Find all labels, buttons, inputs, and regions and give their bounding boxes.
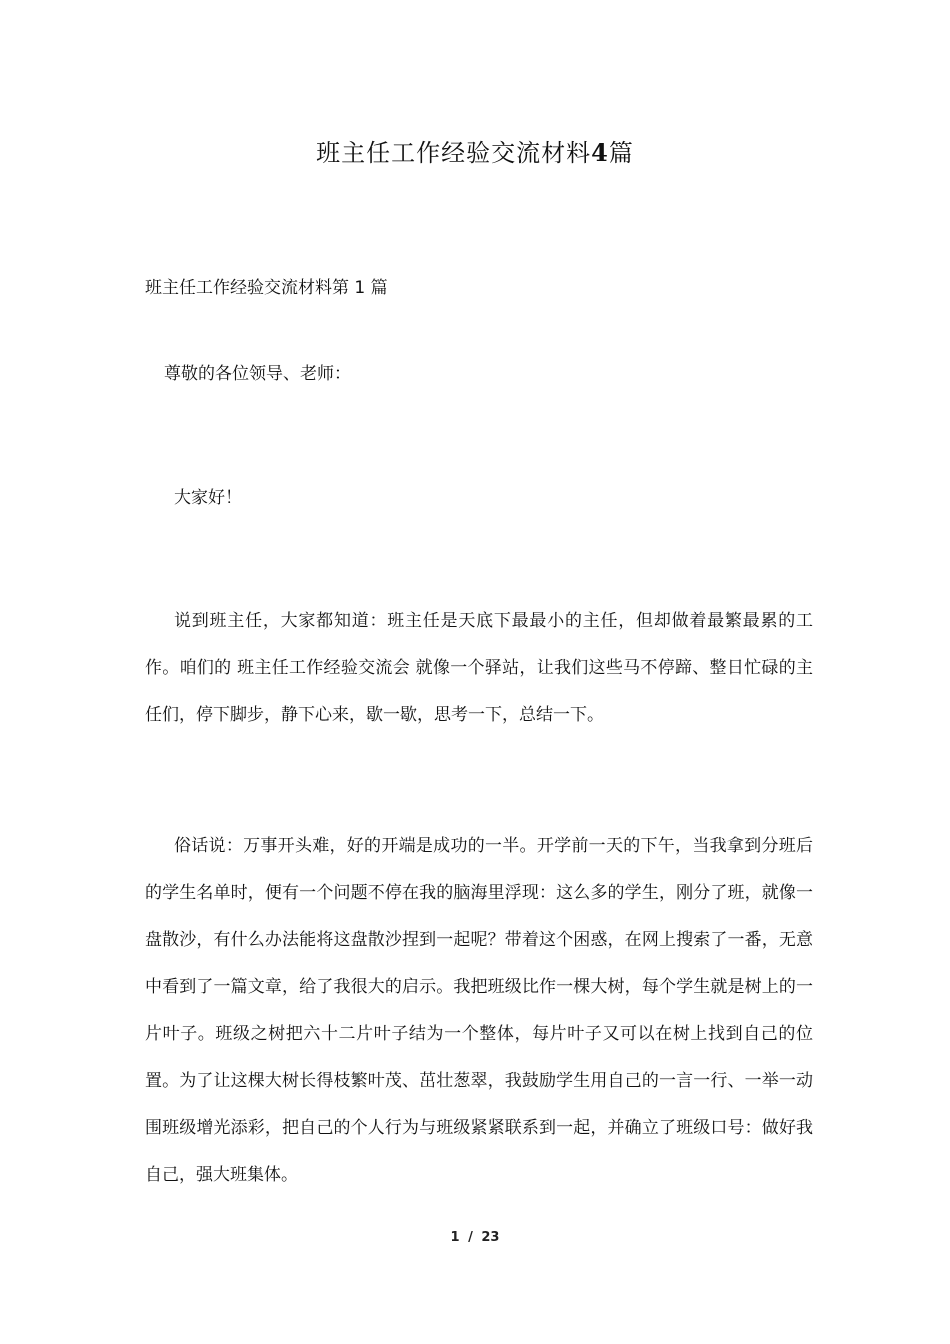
page-indicator: 1 / 23 xyxy=(450,1230,500,1245)
greeting: 大家好！ xyxy=(174,488,242,508)
document-title xyxy=(0,136,950,170)
body-paragraph-1: 说到班主任，大家都知道：班主任是天底下最最小的主任，但却做着最繁最累的工作。咱们的 班主任工作经验交流会 就像一个驿站，让我们这些马不停蹄、整日忙碌的主任们，停下脚步，静下心来，歇一歇，思考一下，总结一下。 xyxy=(145,611,813,725)
title-number: 4 xyxy=(591,138,609,167)
salutation: 尊敬的各位领导、老师： xyxy=(164,364,351,384)
title-suffix: 篇 xyxy=(608,139,634,167)
title-prefix: 班主任工作经验交流材料 xyxy=(316,139,592,167)
section-heading: 班主任工作经验交流材料第 1 篇 xyxy=(145,278,388,298)
body-paragraph-2: 俗话说：万事开头难，好的开端是成功的一半。开学前一天的下午，当我拿到分班后的学生名单时，便有一个问题不停在我的脑海里浮现：这么多的学生，刚分了班，就像一盘散沙，有什么办法能将这盘散沙捏到一起呢？带着这个困惑，在网上搜索了一番，无意中看到了一篇文章，给了我很大的启示。我把班级比作一棵大树，每个学生就是树上的一片叶子。班级之树把六十二片叶子结为一个整体，每片叶子又可以在树上找到自己的位置。为了让这棵大树长得枝繁叶茂、茁壮葱翠，我鼓励学生用自己的一言一行、一举一动围班级增光添彩，把自己的个人行为与班级紧紧联系到一起，并确立了班级口号：做好我自己，强大班集体。 xyxy=(145,836,813,1185)
